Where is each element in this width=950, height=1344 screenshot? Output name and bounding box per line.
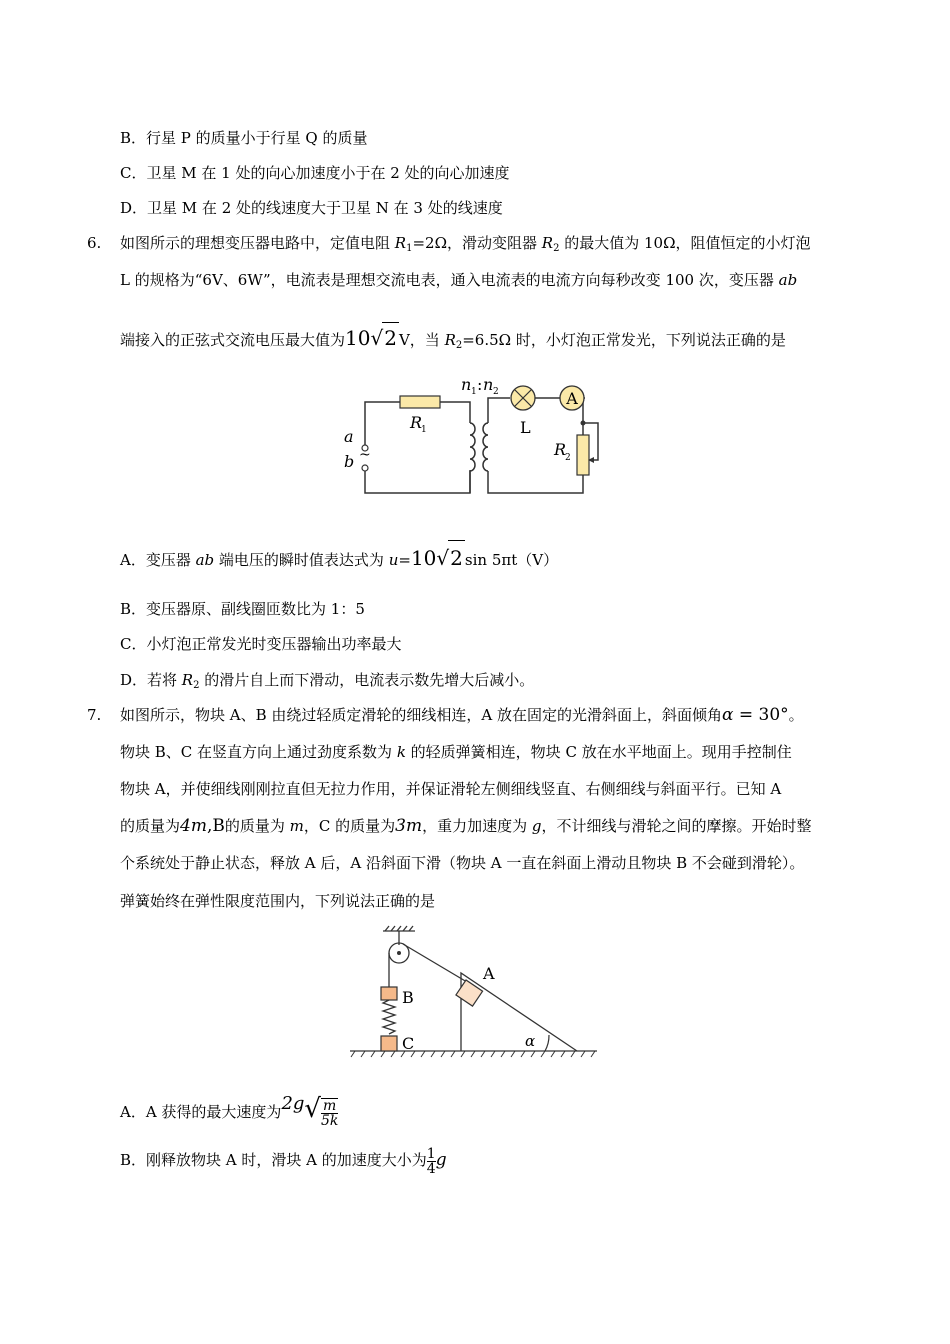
svg-text:1: 1 xyxy=(421,425,427,435)
q7-option-a: A．A 获得的最大速度为2g√ $\frac{m}{5k}$ xyxy=(120,1093,339,1129)
q7-stem-line6: 弹簧始终在弹性限度范围内，下列说法正确的是 xyxy=(120,892,436,910)
q6-stem-line1: 如图所示的理想变压器电路中，定值电阻 $R_1=2\Omega$，滑动变阻器 $R_2$ 的最大值为 10Ω，阻值恒定的小灯泡 xyxy=(120,234,811,254)
q5-option-b: B．行星 P 的质量小于行星 Q 的质量 xyxy=(120,129,368,147)
svg-text:α: α xyxy=(525,1032,536,1050)
q7-option-b: B．刚释放物块 A 时，滑块 A 的加速度大小为 $\frac{1}{4}$ g xyxy=(120,1145,447,1177)
svg-text:n: n xyxy=(461,375,472,394)
svg-text:R: R xyxy=(410,413,423,432)
resistor-r1 xyxy=(400,396,440,408)
svg-text:A: A xyxy=(483,964,495,983)
resistor-r2 xyxy=(577,435,589,475)
q7-number: 7. xyxy=(87,706,102,724)
svg-text:C: C xyxy=(402,1034,415,1053)
svg-text:B: B xyxy=(402,988,414,1007)
svg-text:~: ~ xyxy=(359,447,371,463)
q7-stem-line4: 的质量为4m,B的质量为 m，C 的质量为3m，重力加速度为 g，不计细线与滑轮之间的摩擦。开始时整 xyxy=(120,816,812,836)
q7-stem-line5: 个系统处于静止状态，释放 A 后，A 沿斜面下滑（物块 A 一直在斜面上滑动且物块 B 不会碰到滑轮）。 xyxy=(120,854,805,872)
svg-text:2: 2 xyxy=(565,453,571,463)
svg-text:2: 2 xyxy=(493,387,499,397)
svg-text:A: A xyxy=(566,389,578,408)
svg-text:a: a xyxy=(344,427,354,446)
q6-number: 6. xyxy=(87,234,102,252)
q6-stem-line3: 端接入的正弦式交流电压最大值为10√2 V，当 $R_2=6.5\Omega$ 时，小灯泡正常发光，下列说法正确的是 xyxy=(120,322,786,355)
svg-text:R: R xyxy=(554,440,567,459)
q7-stem-line2: 物块 B、C 在竖直方向上通过劲度系数为 k 的轻质弹簧相连，物块 C 放在水平地面上。现用手控制住 xyxy=(120,743,792,761)
q7-stem-line3: 物块 A，并使细线刚刚拉直但无拉力作用，并保证滑轮左侧细线竖直、右侧细线与斜面平行。已知 A xyxy=(120,780,782,798)
block-c xyxy=(381,1036,397,1051)
svg-text:b: b xyxy=(344,452,355,471)
svg-text:n: n xyxy=(483,375,494,394)
q7-stem-line1: 如图所示，物块 A、B 由绕过轻质定滑轮的细线相连，A 放在固定的光滑斜面上，斜面倾角α = 30°。 xyxy=(120,705,804,725)
svg-text:1: 1 xyxy=(471,387,477,397)
q6-option-c: C．小灯泡正常发光时变压器输出功率最大 xyxy=(120,635,402,653)
block-a xyxy=(456,980,483,1006)
q6-stem-line2: L 的规格为“6V、6W”，电流表是理想交流电表，通入电流表的电流方向每秒改变 100 次，变压器 ab xyxy=(120,271,798,289)
transformer-circuit-figure xyxy=(330,375,610,505)
svg-text:L: L xyxy=(520,418,531,437)
q6-option-b: B．变压器原、副线圈匝数比为 1：5 xyxy=(120,600,365,618)
q6-option-d: D．若将 $R_2$ 的滑片自上而下滑动，电流表示数先增大后减小。 xyxy=(120,671,535,691)
pulley-incline-figure xyxy=(345,925,605,1065)
svg-text::: : xyxy=(477,375,483,394)
q6-option-a: A．变压器 ab 端电压的瞬时值表达式为 u=10√2 sin 5πt（V） xyxy=(120,540,558,577)
block-b xyxy=(381,987,397,1000)
q5-option-d: D．卫星 M 在 2 处的线速度大于卫星 N 在 3 处的线速度 xyxy=(120,199,503,217)
q5-option-c: C．卫星 M 在 1 处的向心加速度小于在 2 处的向心加速度 xyxy=(120,164,510,182)
